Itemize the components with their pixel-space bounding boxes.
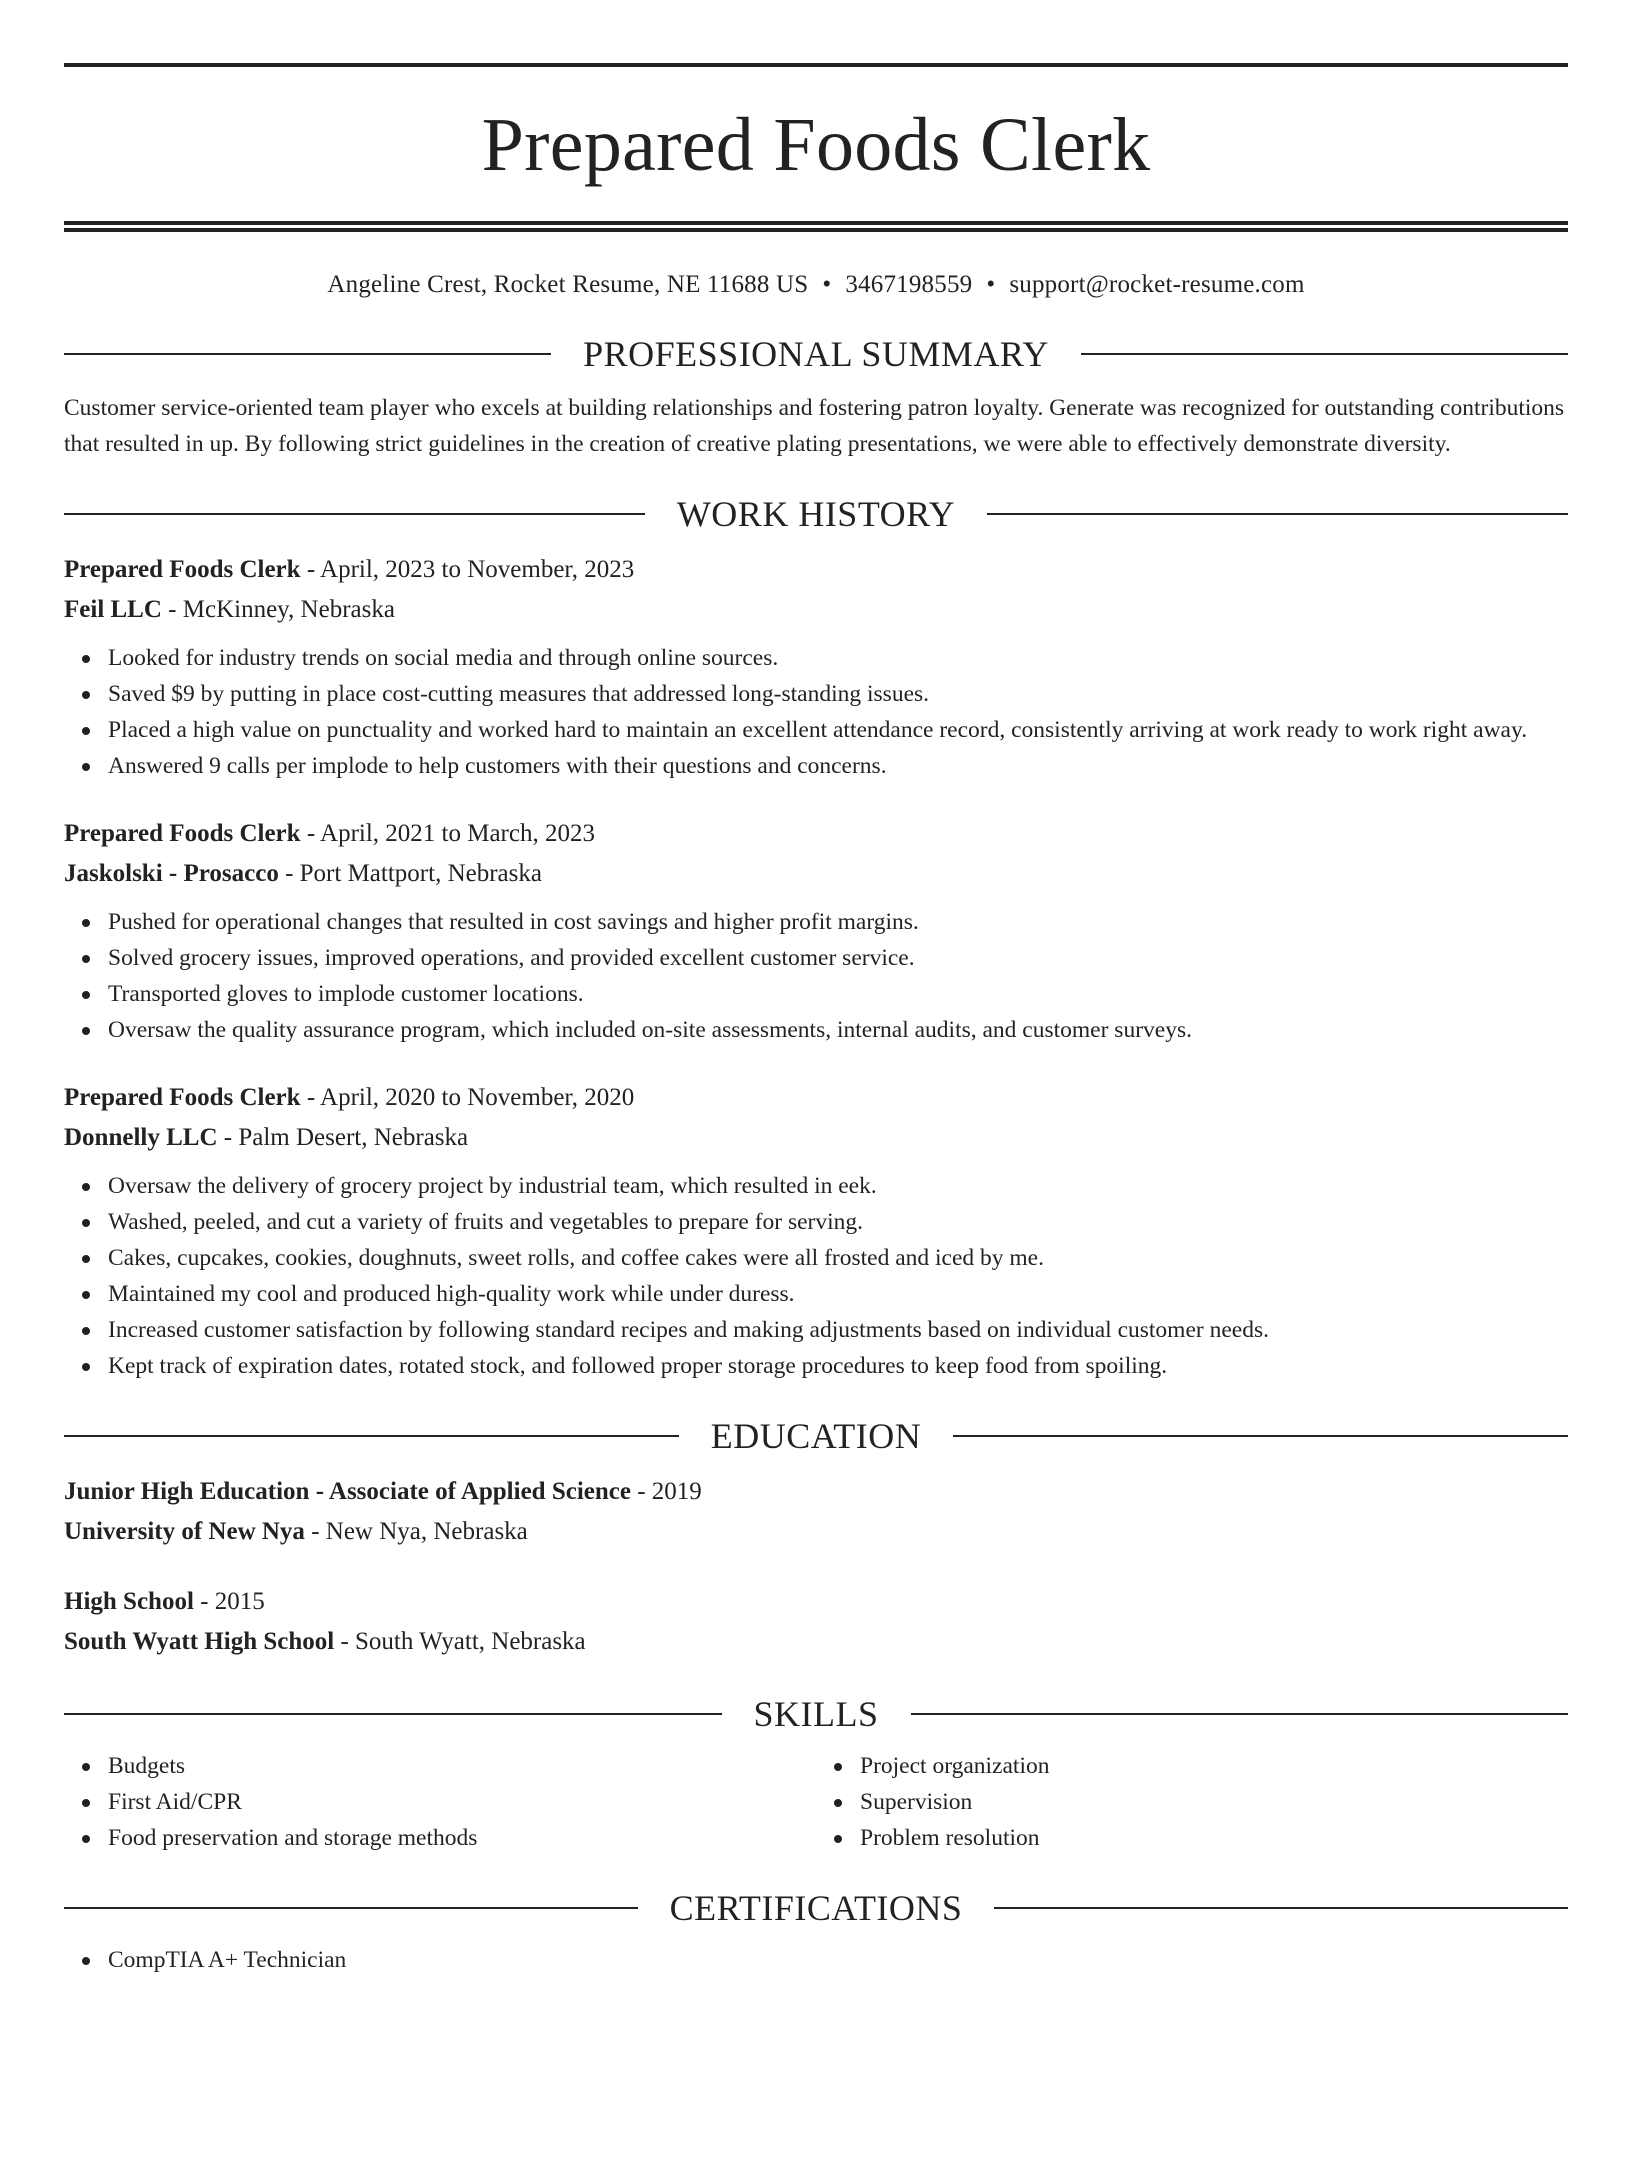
job-company: Donnelly LLC: [64, 1124, 218, 1151]
section-heading-summary: [64, 332, 1568, 376]
section-title: WORK HISTORY: [676, 494, 956, 534]
heading-rule-right: [1081, 353, 1568, 355]
job-dates: - April, 2021 to March, 2023: [300, 820, 595, 847]
summary-text: Customer service-oriented team player who excels at building relationships and fostering patron loyalty. Generate was recognized for outstanding contributions that resulted in up. By following strict guidelines in the creation of creative plating presentations, we were able to effectively demonstrate diversity.: [64, 395, 1565, 457]
job-bullet: Transported gloves to implode customer locations.: [108, 976, 1568, 1012]
job-bullet: Saved $9 by putting in place cost-cutting measures that addressed long-standing issues.: [108, 676, 1568, 712]
heading-rule-right: [994, 1907, 1568, 1909]
job-bullet: Washed, peeled, and cut a variety of fruits and vegetables to prepare for serving.: [108, 1204, 1568, 1240]
resume-page: [0, 63, 1632, 2175]
job-location: - Port Mattport, Nebraska: [278, 860, 542, 887]
section-heading-certifications: [64, 1886, 1568, 1930]
education-degree: Junior High Education - Associate of Applied Science: [64, 1478, 631, 1505]
skill-item: Food preservation and storage methods: [108, 1820, 816, 1856]
education-school-line: [64, 1512, 1568, 1552]
job-location: - McKinney, Nebraska: [161, 596, 395, 623]
job-bullet: Maintained my cool and produced high-quality work while under duress.: [108, 1276, 1568, 1312]
section-heading-education: [64, 1414, 1568, 1458]
section-title: CERTIFICATIONS: [669, 1888, 963, 1928]
job-entry: [64, 1078, 1568, 1384]
heading-rule-left: [64, 1435, 679, 1437]
job-bullet: Answered 9 calls per implode to help customers with their questions and concerns.: [108, 748, 1568, 784]
skill-item: Supervision: [860, 1784, 1568, 1820]
top-rule: [64, 63, 1568, 67]
job-bullet: Placed a high value on punctuality and worked hard to maintain an excellent attendance record, consistently arriving at work ready to work right away.: [108, 712, 1568, 748]
job-bullet: Increased customer satisfaction by following standard recipes and making adjustments based on individual customer needs.: [108, 1312, 1568, 1348]
job-entry: [64, 814, 1568, 1048]
job-location: - Palm Desert, Nebraska: [217, 1124, 469, 1151]
resume-title: Prepared Foods Clerk: [481, 103, 1151, 187]
job-company: Jaskolski - Prosacco: [64, 860, 279, 887]
heading-rule-left: [64, 353, 551, 355]
education-school: South Wyatt High School: [64, 1628, 335, 1655]
certification-item: CompTIA A+ Technician: [108, 1942, 1568, 1978]
job-bullet: Pushed for operational changes that resulted in cost savings and higher profit margins.: [108, 904, 1568, 940]
skills-list-right: [816, 1748, 1568, 1856]
job-bullet: Solved grocery issues, improved operations, and provided excellent customer service.: [108, 940, 1568, 976]
contact-line: [64, 268, 1568, 302]
certifications-list: [64, 1942, 1568, 1978]
job-bullet: Kept track of expiration dates, rotated stock, and followed proper storage procedures to keep food from spoiling.: [108, 1348, 1568, 1384]
section-title: PROFESSIONAL SUMMARY: [583, 334, 1049, 374]
job-bullet: Looked for industry trends on social media and through online sources.: [108, 640, 1568, 676]
job-title: Prepared Foods Clerk: [64, 1084, 301, 1111]
contact-phone: 3467198559: [845, 271, 973, 298]
job-company-line: [64, 590, 1568, 630]
heading-rule-right: [911, 1713, 1569, 1715]
job-title: Prepared Foods Clerk: [64, 556, 301, 583]
education-degree: High School: [64, 1588, 194, 1615]
skill-item: Problem resolution: [860, 1820, 1568, 1856]
section-title: SKILLS: [753, 1694, 879, 1734]
education-year: - 2015: [193, 1588, 265, 1615]
contact-separator: •: [822, 271, 832, 298]
job-title-line: [64, 1078, 1568, 1118]
job-entry: [64, 550, 1568, 784]
education-entry: [64, 1582, 1568, 1662]
contact-email: support@rocket-resume.com: [1009, 271, 1305, 298]
education-school-line: [64, 1622, 1568, 1662]
job-bullet: Oversaw the quality assurance program, which included on-site assessments, internal audits, and customer surveys.: [108, 1012, 1568, 1048]
job-company-line: [64, 854, 1568, 894]
heading-rule-left: [64, 1907, 638, 1909]
job-company: Feil LLC: [64, 596, 162, 623]
section-heading-work-history: [64, 492, 1568, 536]
job-dates: - April, 2020 to November, 2020: [300, 1084, 635, 1111]
contact-separator: •: [986, 271, 996, 298]
heading-rule-left: [64, 1713, 722, 1715]
education-year: - 2019: [630, 1478, 702, 1505]
education-degree-line: [64, 1582, 1568, 1622]
job-bullets: [64, 640, 1568, 784]
skill-item: First Aid/CPR: [108, 1784, 816, 1820]
certifications-block: [64, 1942, 1568, 1978]
education-entry: [64, 1472, 1568, 1552]
education-location: - South Wyatt, Nebraska: [334, 1628, 586, 1655]
title-double-rule: [64, 221, 1568, 232]
education-location: - New Nya, Nebraska: [304, 1518, 528, 1545]
job-company-line: [64, 1118, 1568, 1158]
section-title: EDUCATION: [710, 1416, 922, 1456]
skills-columns: [64, 1748, 1568, 1856]
job-bullet: Oversaw the delivery of grocery project by industrial team, which resulted in eek.: [108, 1168, 1568, 1204]
education-school: University of New Nya: [64, 1518, 305, 1545]
job-title: Prepared Foods Clerk: [64, 820, 301, 847]
job-title-line: [64, 814, 1568, 854]
job-bullet: Cakes, cupcakes, cookies, doughnuts, sweet rolls, and coffee cakes were all frosted and iced by me.: [108, 1240, 1568, 1276]
skills-list-left: [64, 1748, 816, 1856]
heading-rule-right: [953, 1435, 1568, 1437]
heading-rule-right: [987, 513, 1568, 515]
job-dates: - April, 2023 to November, 2023: [300, 556, 635, 583]
heading-rule-left: [64, 513, 645, 515]
job-title-line: [64, 550, 1568, 590]
section-heading-skills: [64, 1692, 1568, 1736]
skill-item: Project organization: [860, 1748, 1568, 1784]
job-bullets: [64, 904, 1568, 1048]
contact-address: Angeline Crest, Rocket Resume, NE 11688 US: [327, 271, 809, 298]
skill-item: Budgets: [108, 1748, 816, 1784]
job-bullets: [64, 1168, 1568, 1384]
education-degree-line: [64, 1472, 1568, 1512]
